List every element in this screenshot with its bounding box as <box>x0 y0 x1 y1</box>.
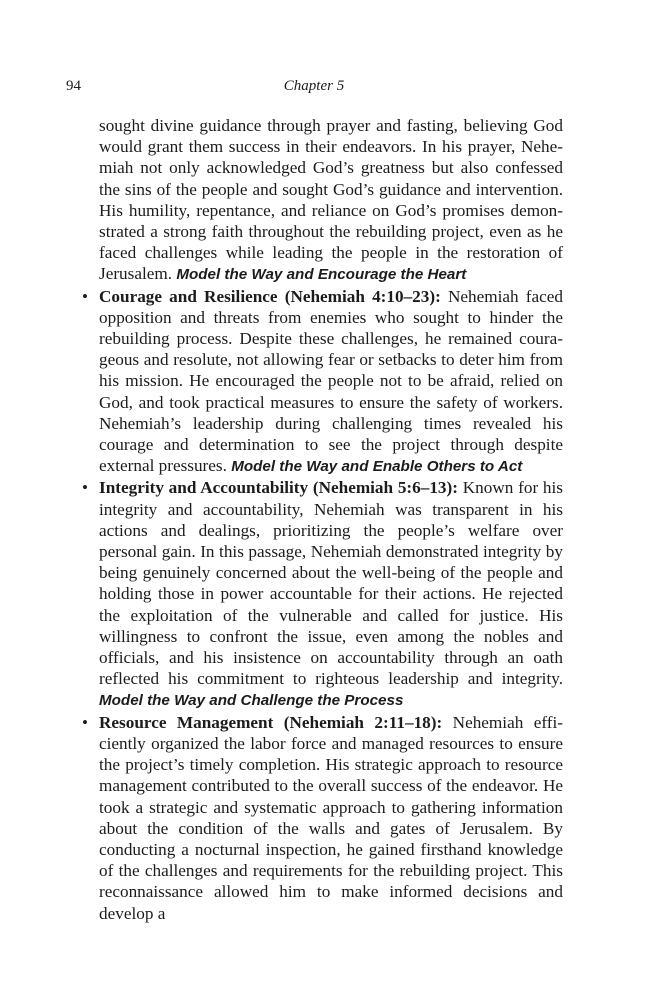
item-text: Nehemiah efficiently organized the labor force and managed resources to ensure the project’s timely completion. His strategic approach to resource management contributed to the overall success of the endeavor. He took a strategic and systematic approach to gathering information about the condition of the walls and gates of Jerusalem. By conducting a nocturnal inspection, he gained firsthand knowledge of the challenges and requirements for the rebuilding project. This reconnaissance allowed him to make informed decisions and develop a <box>99 712 564 923</box>
intro-paragraph <box>99 115 563 286</box>
list-item-courage <box>82 286 563 478</box>
page-number: 94 <box>66 78 81 94</box>
item-tagline: Model the Way and Challenge the Process <box>99 692 404 710</box>
chapter-title: Chapter 5 <box>283 78 345 94</box>
bullet-icon: • <box>82 286 88 306</box>
item-text: Nehemiah faced opposition and threats from enemies who sought to hinder the rebuilding process. Despite these challenges, he remained courageous and resolute, not allowing fear or setbacks to deter him from his mission. He encouraged the people not to be afraid, relied on God, and took practical measures to ensure the safety of workers. Nehemiah’s leadership during challenging times revealed his courage and determination to see the project through despite external pressures. <box>99 286 563 476</box>
item-heading: Courage and Resilience (Nehemiah 4:10–23): <box>99 286 441 306</box>
list-item-integrity <box>82 477 563 711</box>
intro-text: sought divine guidance through prayer and fasting, believing God would grant them success in their endeavors. In his prayer, Nehemiah not only acknowledged God’s greatness but also confessed the sins of the people and sought God’s guidance and intervention. His humility, repentance, and reliance on God’s promises demonstrated a strong faith throughout the rebuilding project, even as he faced challenges while leading the people in the restoration of Jerusalem. <box>99 116 563 284</box>
intro-tagline: Model the Way and Encourage the Heart <box>176 266 467 284</box>
bullet-icon: • <box>82 478 88 498</box>
running-head <box>66 77 562 95</box>
body-text <box>82 115 564 924</box>
item-tagline: Model the Way and Enable Others to Act <box>231 458 523 476</box>
list-item-resource-management <box>82 712 564 924</box>
item-heading: Integrity and Accountability (Nehemiah 5:6–13): <box>99 478 458 498</box>
item-heading: Resource Management (Nehemiah 2:11–18): <box>99 712 443 732</box>
item-text: Known for his integrity and accountability, Nehemiah was transparent in his actions and dealings, prioritizing the people’s welfare over personal gain. In this passage, Nehemiah demonstrated integrity by being genuinely concerned about the well-being of the people and holding those in power accountable for their actions. He rejected the exploitation of the vulnerable and called for justice. His willingness to confront the issue, even among the nobles and officials, and his insistence on accountability through an oath reflected his commitment to righteous leadership and integrity. <box>99 478 563 689</box>
bullet-icon: • <box>82 712 88 732</box>
leadership-traits-list <box>82 286 564 924</box>
